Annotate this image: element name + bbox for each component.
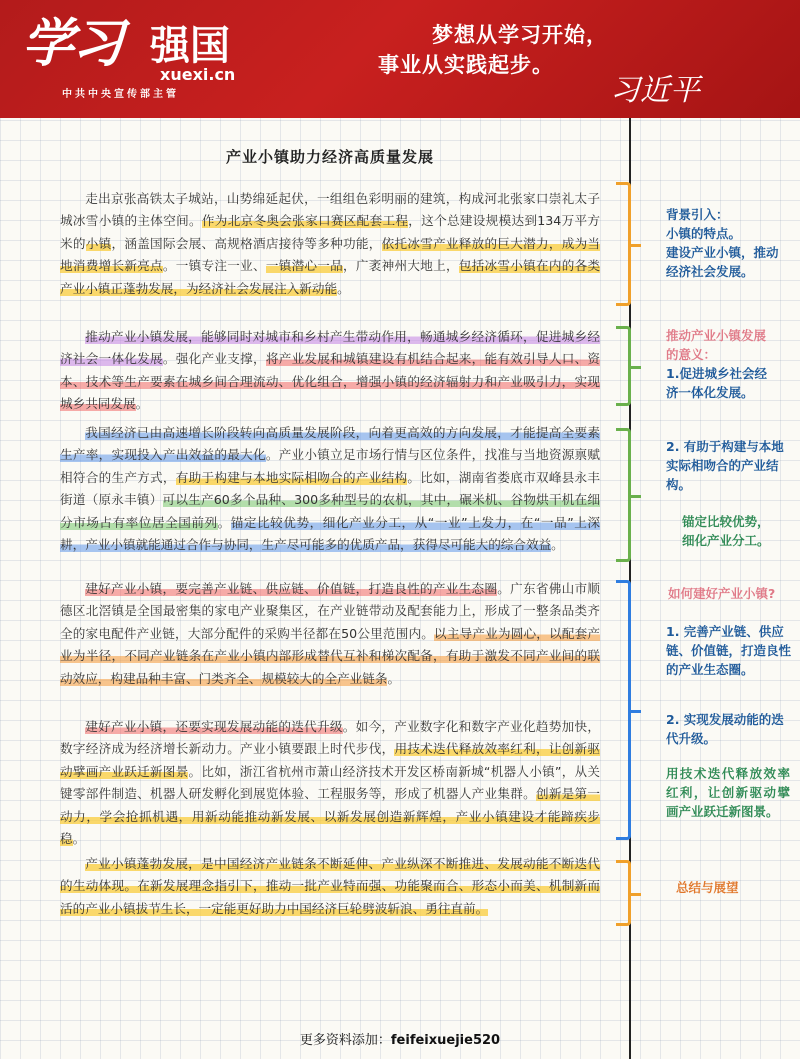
highlighted-text: 一镇潜心一品 <box>265 258 344 274</box>
slogan-line-2: 事业从实践起步。 <box>378 52 554 77</box>
paragraph-text: ，这个总建设规模达到134万平方米的 <box>60 213 601 251</box>
brace-structure <box>616 428 631 562</box>
logo-domain: xuexi.cn <box>160 65 236 84</box>
note-background: 背景引入： 小镇的特点。 建设产业小镇，推动经济社会发展。 <box>666 207 779 279</box>
paragraph-text: 。广东省佛山市顺德区北滘镇是全国最密集的家电产业聚集区，在产业链带动及配套能力上，形成了一整条品类齐全的家电配件产业链，大部分配件的采购半径都在50公里范围内。 <box>60 581 601 641</box>
paragraph-text: 。强化产业支撑， <box>162 351 266 367</box>
slogan-line-1: 梦想从学习开始， <box>432 22 608 47</box>
highlighted-text: 包括冰雪小镇在内的各类产业小镇正蓬勃发展，为经济社会发展注入新动能 <box>60 258 601 296</box>
paragraph-text: ，广袤神州大地上， <box>343 258 459 274</box>
highlighted-text: 创新是第一动力，学会抢抓机遇，用新动能推动新发展、以新发展创造新辉煌，产业小镇建设才能蹄疾步稳 <box>60 786 601 847</box>
paragraph-text: 。如今，产业数字化和数字产业化趋势加快，数字经济成为经济增长新动力。产业小镇要跟上时代步伐， <box>60 719 601 757</box>
article-paragraph <box>60 853 600 920</box>
article-paragraph <box>60 578 600 690</box>
note-summary: 总结与展望 <box>676 880 739 895</box>
brace-significance <box>616 326 631 406</box>
highlighted-text: 锚定比较优势，细化产业分工，从“一业”上发力，在“一品”上深耕，产业小镇就能通过合作与协同，生产尽可能多的优质产品，获得尽可能大的综合效益 <box>60 514 600 553</box>
highlighted-text: 将产业发展和城镇建设有机结合起来，能有效引导人口、资本、技术等生产要素在城乡间合理流动、优化组合，增强小镇的经济辐射力和产业吸引力，实现城乡共同发展 <box>60 351 601 412</box>
signature: 习近平 <box>610 73 700 108</box>
highlighted-text: 我国经济已由高速增长阶段转向高质量发展阶段，向着更高效的方向发展，才能提高全要素生产率，实现投入产出效益的最大化 <box>60 425 600 463</box>
note-advantage: 锚定比较优势， 细化产业分工。 <box>682 514 770 548</box>
paragraph-text: 。产业小镇立足市场行情与区位条件，找准与当地资源禀赋相符合的生产方式， <box>60 447 601 485</box>
note-how-2-detail: 用技术迭代释放效率红利，让创新驱动擘画产业跃迁新图景。 <box>666 766 790 819</box>
article-paragraph <box>60 716 600 850</box>
paragraph-text: 。比如，湖南省娄底市双峰县永丰街道（原永丰镇） <box>60 469 601 508</box>
footer-label: 更多资料添加： <box>299 1033 391 1048</box>
header-banner <box>0 0 800 118</box>
paragraph-text: 。 <box>551 537 564 553</box>
article-paragraph <box>60 188 600 300</box>
article-paragraph <box>60 326 600 416</box>
paragraph-text: 。一镇专注一业、 <box>162 258 266 274</box>
highlighted-text: 。在新发展理念指引下，推动一批产业特而强、功能聚而合、形态小而美、机制新而活的产业小镇拔节生长，一定能更好助力中国经济巨轮劈波斩浪、勇往直前。 <box>60 878 601 916</box>
highlighted-text: 建好产业小镇，要完善产业链、供应链、价值链，打造良性的产业生态圈 <box>85 581 498 596</box>
footer-contact: feifeixuejie520 <box>390 1033 501 1048</box>
article-paragraph <box>60 422 600 556</box>
paragraph-text: 。 <box>72 831 86 847</box>
paragraph-text: 。 <box>135 396 149 412</box>
paragraph-text: 。 <box>217 514 231 530</box>
highlighted-text: 有助于构建与本地实际相吻合的产业结构 <box>175 469 408 485</box>
paragraph-text: 走出京张高铁太子城站，山势绵延起伏，一组组色彩明丽的建筑，构成河北张家口崇礼太子城冰雪小镇的主体空间。 <box>60 191 600 229</box>
footer-note <box>0 1029 800 1048</box>
logo-calligraphy: 学习 <box>22 13 123 74</box>
article <box>60 146 601 916</box>
paragraph-text: 。 <box>337 280 350 296</box>
highlighted-text: 作为北京冬奥会张家口赛区配套工程 <box>201 213 409 229</box>
highlighted-text: 用技术迭代释放效率红利，让创新驱动擘画产业跃迁新图景 <box>60 741 601 779</box>
highlighted-text: 小镇 <box>85 235 112 251</box>
brace-how-to-build <box>616 580 631 840</box>
paragraph-text: ，涵盖国际会展、高规格酒店接待等多种功能， <box>111 235 382 251</box>
note-how-1: 1. 完善产业链、供应链、价值链，打造良性的产业生态圈。 <box>666 624 792 677</box>
highlighted-text: 以主导产业为圆心，以配套产业为半径，不同产业链条在产业小镇内部形成替代互补和梯次配备，有助于激发不同产业间的联动效应，构建品种丰富、门类齐全、规模较大的全产业链条 <box>60 625 600 686</box>
note-how-2: 2. 实现发展动能的迭代升级。 <box>666 712 784 746</box>
article-title: 产业小镇助力经济高质量发展 <box>225 148 434 166</box>
highlighted-text: 可以生产60多个品种、300多种型号的农机，其中，碾米机、谷物烘干机在细分市场占有率位居全国前列 <box>60 492 600 530</box>
logo-title: 强国 <box>150 23 230 69</box>
publisher-text: 中共中央宣传部主管 <box>62 89 179 100</box>
highlighted-text: 产业小镇蓬勃发展，是中国经济产业链条不断延伸、产业纵深不断推进、发展动能不断迭代的生动体现 <box>60 856 600 894</box>
paragraph-text: 。比如，浙江省杭州市萧山经济技术开发区桥南新城“机器人小镇”，从关键零部件制造、机器人研发孵化到展览体验、工程服务等，形成了机器人产业集群。 <box>60 763 600 802</box>
brace-summary <box>616 860 631 926</box>
brace-background <box>616 182 631 306</box>
highlighted-text: 推动产业小镇发展，能够同时对城市和乡村产生带动作用，畅通城乡经济循环，促进城乡经济社会一体化发展 <box>60 329 600 367</box>
note-significance-1: 1.促进城乡社会经济一体化发展。 <box>666 366 767 400</box>
note-significance-2: 2. 有助于构建与本地实际相吻合的产业结构。 <box>666 439 784 492</box>
highlighted-text: 依托冰雪产业释放的巨大潜力，成为当地消费增长新亮点 <box>60 235 601 274</box>
paragraph-text: 。 <box>387 670 401 686</box>
highlighted-text: 建好产业小镇，还要实现发展动能的迭代升级 <box>85 719 343 734</box>
note-significance-heading: 推动产业小镇发展 的意义： <box>666 328 767 362</box>
note-how-heading: 如何建好产业小镇? <box>668 586 776 601</box>
